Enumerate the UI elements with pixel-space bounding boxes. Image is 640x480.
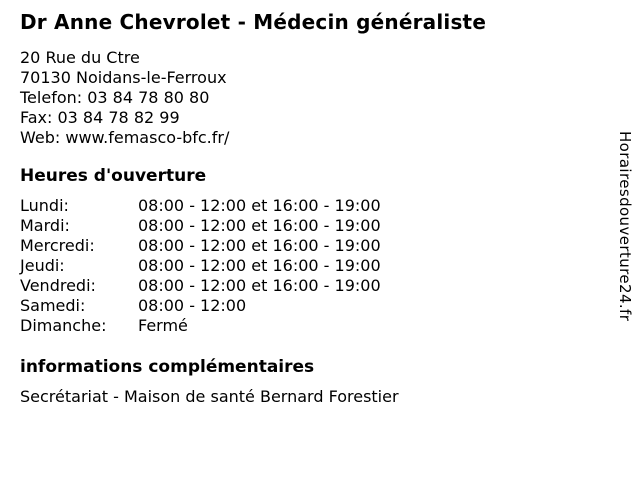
address-city: 70130 Noidans-le-Ferroux xyxy=(20,68,227,87)
table-row xyxy=(20,256,590,276)
info-text: Secrétariat - Maison de santé Bernard Forestier xyxy=(20,387,399,406)
table-row xyxy=(20,296,590,316)
main-content xyxy=(20,10,590,407)
day-hours: 08:00 - 12:00 et 16:00 - 19:00 xyxy=(138,276,381,295)
fax-line: Fax: 03 84 78 82 99 xyxy=(20,108,180,127)
table-row xyxy=(20,236,590,256)
table-row xyxy=(20,216,590,236)
day-hours: 08:00 - 12:00 et 16:00 - 19:00 xyxy=(138,216,381,235)
day-label: Dimanche: xyxy=(20,316,107,335)
day-hours: Fermé xyxy=(138,316,188,335)
hours-heading: Heures d'ouverture xyxy=(20,166,207,186)
contact-block xyxy=(20,48,590,148)
website-line: Web: www.femasco-bfc.fr/ xyxy=(20,128,230,147)
hours-table xyxy=(20,196,590,336)
watermark-vertical-text: Horairesdouverture24.fr xyxy=(616,131,634,322)
page-title: Dr Anne Chevrolet - Médecin généraliste xyxy=(20,10,487,34)
day-hours: 08:00 - 12:00 et 16:00 - 19:00 xyxy=(138,256,381,275)
table-row xyxy=(20,276,590,296)
table-row xyxy=(20,196,590,216)
day-hours: 08:00 - 12:00 et 16:00 - 19:00 xyxy=(138,236,381,255)
day-hours: 08:00 - 12:00 et 16:00 - 19:00 xyxy=(138,196,381,215)
day-label: Jeudi: xyxy=(20,256,65,275)
phone-line: Telefon: 03 84 78 80 80 xyxy=(20,88,210,107)
day-label: Mercredi: xyxy=(20,236,95,255)
day-label: Lundi: xyxy=(20,196,69,215)
day-label: Samedi: xyxy=(20,296,86,315)
address-street: 20 Rue du Ctre xyxy=(20,48,140,67)
day-label: Mardi: xyxy=(20,216,70,235)
table-row xyxy=(20,316,590,336)
day-label: Vendredi: xyxy=(20,276,96,295)
info-heading: informations complémentaires xyxy=(20,357,315,377)
day-hours: 08:00 - 12:00 xyxy=(138,296,247,315)
